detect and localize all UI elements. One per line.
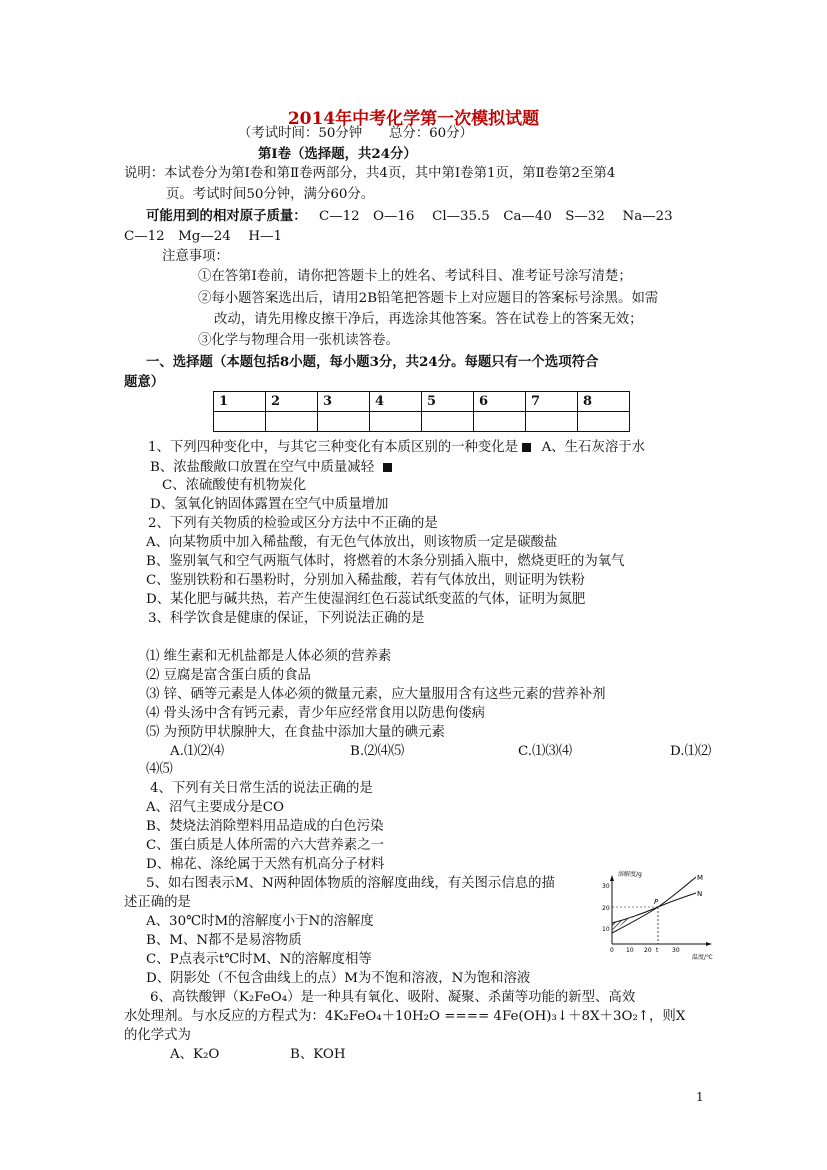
q2-option-d: D、某化肥与碱共热，若产生使湿润红色石蕊试纸变蓝的气体，证明为氮肥 xyxy=(146,592,586,607)
q1-option-d: D、氢氧化钠固体露置在空气中质量增加 xyxy=(150,497,389,512)
black-square-icon xyxy=(383,463,392,472)
answer-number: 1 xyxy=(214,392,266,412)
q3-statement-3: ⑶ 锌、硒等元素是人体必须的微量元素，应大量服用含有这些元素的营养补剂 xyxy=(146,687,606,702)
q5-option-d: D、阴影处（不包含曲线上的点）M为不饱和溶液，N为饱和溶液 xyxy=(146,971,531,986)
notes-heading: 注意事项： xyxy=(162,249,229,264)
answer-number: 4 xyxy=(370,392,422,412)
q3-statement-2: ⑵ 豆腐是富含蛋白质的食品 xyxy=(146,668,311,683)
atomic-mass-label: 可能用到的相对原子质量： xyxy=(146,208,307,224)
answer-cell xyxy=(474,412,526,432)
q3-option-c: C.⑴⑶⑷ xyxy=(518,744,573,759)
note-1: ①在答第Ⅰ卷前，请你把答题卡上的姓名、考试科目、准考证号涂写清楚； xyxy=(198,269,632,284)
answer-table xyxy=(213,391,630,432)
q4-option-a: A、沼气主要成分是CO xyxy=(146,800,285,815)
curve-label-m: M xyxy=(697,874,704,882)
q2-option-c: C、鉴别铁粉和石墨粉时，分别加入稀盐酸，若有气体放出，则证明为铁粉 xyxy=(146,573,585,588)
q3-statement-5: ⑸ 为预防甲状腺肿大，在食盐中添加大量的碘元素 xyxy=(146,725,445,740)
answer-cell xyxy=(318,412,370,432)
q5-option-c: C、P点表示t℃时M、N的溶解度相等 xyxy=(146,952,372,967)
answer-number: 2 xyxy=(266,392,318,412)
explain-line-2: 页。考试时间50分钟，满分60分。 xyxy=(166,187,375,202)
exam-info: （考试时间：50分钟 总分：60分） xyxy=(238,126,473,141)
q5-stem-cont: 述正确的是 xyxy=(124,895,191,910)
q6-stem: 6、高铁酸钾（K₂FeO₄）是一种具有氧化、吸附、凝聚、杀菌等功能的新型、高效 xyxy=(150,990,636,1005)
x-tick-label: 10 xyxy=(626,947,634,954)
answer-cell xyxy=(266,412,318,432)
q4-option-c: C、蛋白质是人体所需的六大营养素之一 xyxy=(146,838,384,853)
y-axis-title: 溶解度/g xyxy=(618,871,642,878)
x-tick-label: t xyxy=(656,947,659,954)
note-3: ③化学与物理合用一张机读答卷。 xyxy=(198,333,399,348)
q3-statement-1: ⑴ 维生素和无机盐都是人体必须的营养素 xyxy=(146,649,392,664)
answer-cell xyxy=(370,412,422,432)
q4-option-d: D、棉花、涤纶属于天然有机高分子材料 xyxy=(146,857,385,872)
q3-option-d: D.⑴⑵ xyxy=(670,744,712,759)
q5-option-a: A、30℃时M的溶解度小于N的溶解度 xyxy=(146,914,374,929)
x-tick-label: 0 xyxy=(610,947,614,954)
part1-heading: 一、选择题（本题包括8小题，每小题3分，共24分。每题只有一个选项符合 xyxy=(146,354,599,370)
note-2b: 改动，请先用橡皮擦干净后，再选涂其他答案。答在试卷上的答案无效； xyxy=(214,312,643,327)
q2-option-a: A、向某物质中加入稀盐酸，有无色气体放出，则该物质一定是碳酸盐 xyxy=(146,535,558,550)
answer-table-header-row xyxy=(214,392,630,412)
q2-option-b: B、鉴别氧气和空气两瓶气体时，将燃着的木条分别插入瓶中，燃烧更旺的为氧气 xyxy=(146,554,625,569)
note-2a: ②每小题答案选出后，请用2B铅笔把答题卡上对应题目的答案标号涂黑。如需 xyxy=(198,291,659,306)
answer-cell xyxy=(578,412,630,432)
y-axis-arrow-icon xyxy=(610,875,614,881)
atomic-mass-values: C—12 O—16 Cl—35.5 Ca—40 S—32 Na—23 xyxy=(318,209,673,224)
answer-cell xyxy=(214,412,266,432)
answer-number: 8 xyxy=(578,392,630,412)
q3-option-d-cont: ⑷⑸ xyxy=(146,762,173,777)
answer-table-blank-row xyxy=(214,412,630,432)
q1-option-c: C、浓硫酸使有机物炭化 xyxy=(162,478,307,493)
q4-option-b: B、焚烧法消除塑料用品造成的白色污染 xyxy=(146,819,384,834)
black-square-icon xyxy=(522,443,531,452)
x-tick-label: 30 xyxy=(672,947,680,954)
q3-statement-4: ⑷ 骨头汤中含有钙元素，青少年应经常食用以防患佝偻病 xyxy=(146,706,486,721)
section1-heading: 第Ⅰ卷（选择题，共24分） xyxy=(258,146,417,162)
q5-option-b: B、M、N都不是易溶物质 xyxy=(146,933,302,948)
x-axis-arrow-icon xyxy=(706,942,712,946)
q6-stem-cont-2: 的化学式为 xyxy=(124,1028,191,1043)
q3-option-b: B.⑵⑷⑸ xyxy=(350,744,405,759)
x-axis-title: 温度/℃ xyxy=(692,954,713,961)
y-tick-label: 20 xyxy=(602,905,610,912)
atomic-mass-values-2: C—12 Mg—24 H—1 xyxy=(124,229,283,244)
y-tick-label: 10 xyxy=(602,926,610,933)
answer-number: 5 xyxy=(422,392,474,412)
answer-number: 7 xyxy=(526,392,578,412)
solubility-curve-figure xyxy=(596,869,716,965)
answer-cell xyxy=(526,412,578,432)
point-label-p: P xyxy=(654,898,659,906)
explain-line-1: 说明：本试卷分为第Ⅰ卷和第Ⅱ卷两部分，共4页，其中第Ⅰ卷第1页，第Ⅱ卷第2至第4 xyxy=(124,166,616,181)
q3-stem: 3、科学饮食是健康的保证，下列说法正确的是 xyxy=(148,611,425,626)
answer-cell xyxy=(422,412,474,432)
page-title: 2014年中考化学第一次模拟试题 xyxy=(287,109,540,129)
q1-stem: 1、下列四种变化中，与其它三种变化有本质区别的一种变化是 xyxy=(148,440,519,455)
curve-label-n: N xyxy=(697,890,703,898)
answer-number: 6 xyxy=(474,392,526,412)
y-tick-label: 30 xyxy=(602,883,610,890)
page-number: 1 xyxy=(696,1090,704,1104)
q1-option-a: A、生石灰溶于水 xyxy=(541,440,646,455)
answer-number: 3 xyxy=(318,392,370,412)
q6-option-a: A、K₂O xyxy=(170,1047,220,1062)
part1-heading-cont: 题意） xyxy=(124,374,165,390)
q3-option-a: A.⑴⑵⑷ xyxy=(170,744,225,759)
q2-stem: 2、下列有关物质的检验或区分方法中不正确的是 xyxy=(148,516,438,531)
q4-stem: 4、下列有关日常生活的说法正确的是 xyxy=(150,781,373,796)
q5-stem: 5、如右图表示M、N两种固体物质的溶解度曲线，有关图示信息的描 xyxy=(146,876,555,891)
q6-option-b: B、KOH xyxy=(290,1047,346,1062)
q6-stem-cont: 水处理剂。与水反应的方程式为：4K₂FeO₄＋10H₂O ==== 4Fe(OH)₃↓＋8X＋3O₂↑，则X xyxy=(124,1009,686,1024)
x-tick-label: 20 xyxy=(644,947,652,954)
q1-option-b: B、浓盐酸敞口放置在空气中质量减轻 xyxy=(150,460,375,475)
